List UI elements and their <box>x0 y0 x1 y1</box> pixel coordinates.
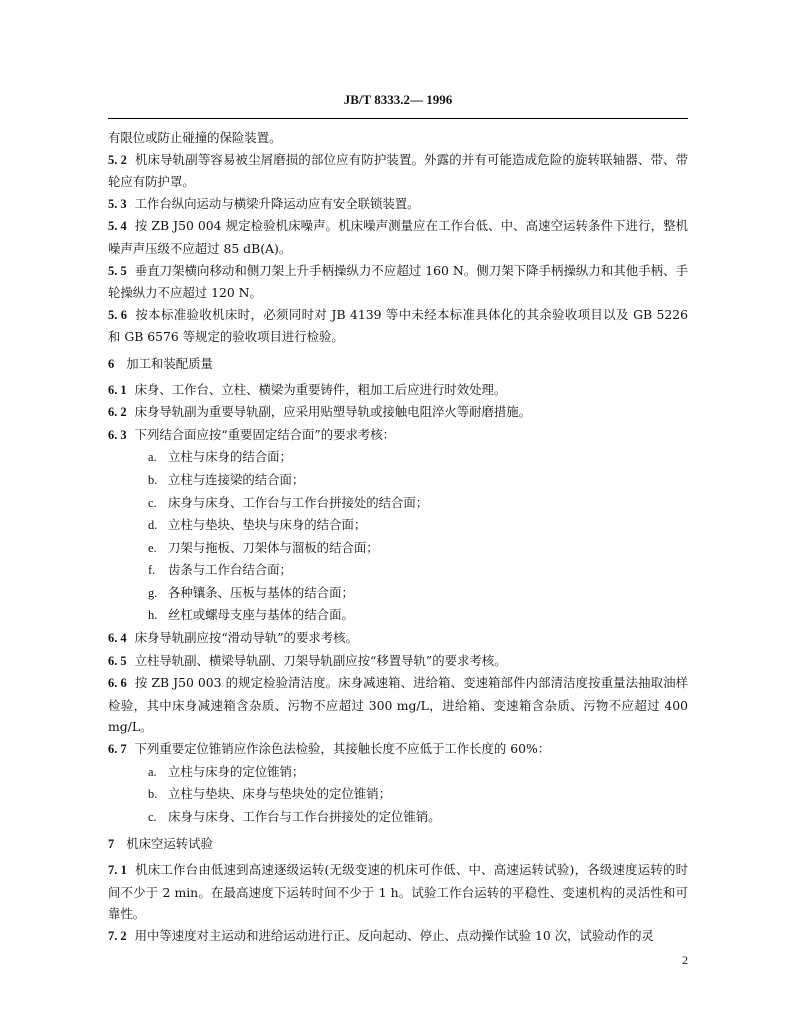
clause-text: 按 ZB J50 004 规定检验机床噪声。机床噪声测量应在工作台低、中、高速空运转条件下进行，整机噪声声压级不应超过 85 dB(A)。 <box>108 218 688 256</box>
clause-paragraph <box>108 260 688 304</box>
clause-paragraph <box>108 401 688 424</box>
clause-text: 用中等速度对主运动和进给运动进行正、反向起动、停止、点动操作试验 10 次，试验动作的灵 <box>134 927 654 943</box>
clause-number: 6. 6 <box>108 676 127 691</box>
clause-text: 丝杠或螺母支座与基体的结合面。 <box>168 607 354 623</box>
clause-paragraph <box>108 149 688 193</box>
clause-paragraph <box>108 424 688 447</box>
clause-number: 5. 4 <box>108 219 127 234</box>
clause-text: 机床工作台由低速到高速逐级运转(无级变速的机床可作低、中、高速运转试验)，各级速度运转的时间不少于 2 min。在最高速度下运转时间不少于 1 h。试验工作台运转的平稳性、变速机构的灵活性和可靠性。 <box>108 862 688 922</box>
clause-text: 床身与床身、工作台与工作台拼接处的结合面； <box>168 494 429 510</box>
list-marker: a. <box>148 764 157 779</box>
list-item <box>108 469 688 492</box>
list-item <box>108 604 688 627</box>
clause-text: 垂直刀架横向移动和侧刀架上升手柄操纵力不应超过 160 N。侧刀架下降手柄操纵力和其他手柄、手轮操纵力不应超过 120 N。 <box>108 262 688 301</box>
clause-paragraph <box>108 672 688 738</box>
list-item <box>108 537 688 560</box>
clause-text: 立柱与床身的定位锥销； <box>168 763 305 779</box>
clause-number: 5. 5 <box>108 263 127 278</box>
clause-number: 6. 3 <box>108 427 127 442</box>
list-marker: f. <box>148 563 156 578</box>
clause-paragraph <box>108 650 688 673</box>
clause-number: 6. 1 <box>108 382 127 397</box>
clause-text: 工作台纵向运动与横梁升降运动应有安全联锁装置。 <box>134 195 420 211</box>
clause-text: 立柱与床身的结合面； <box>168 449 292 465</box>
clause-number: 7 <box>108 837 115 852</box>
clause-text: 有限位或防止碰撞的保险装置。 <box>108 130 282 145</box>
clause-paragraph <box>108 127 688 149</box>
clause-text: 立柱与连接梁的结合面； <box>168 471 305 487</box>
clause-text: 床身与床身、工作台与工作台拼接处的定位锥销。 <box>168 808 441 824</box>
section-heading <box>108 353 688 376</box>
clause-paragraph <box>108 738 688 761</box>
clause-text: 下列重要定位锥销应作涂色法检验，其接触长度不应低于工作长度的 60%： <box>134 741 551 757</box>
clause-number: 6. 4 <box>108 631 127 646</box>
list-marker: g. <box>148 585 158 600</box>
clause-paragraph <box>108 379 688 402</box>
list-marker: h. <box>148 608 158 623</box>
clause-text: 各种镶条、压板与基体的结合面； <box>168 584 354 600</box>
clause-paragraph <box>108 925 688 948</box>
list-item <box>108 492 688 515</box>
clause-text: 立柱导轨副、横梁导轨副、刀架导轨副应按“移置导轨”的要求考核。 <box>134 652 507 668</box>
list-item <box>108 761 688 784</box>
list-marker: a. <box>148 450 157 465</box>
clause-text: 按本标准验收机床时，必须同时对 JB 4139 等中未经本标准具体化的其余验收项目以及 GB 5226 和 GB 6576 等规定的验收项目进行检验。 <box>108 306 688 345</box>
section-heading <box>108 833 688 856</box>
page-number: 2 <box>682 953 688 967</box>
clause-text: 立柱与垫块、垫块与床身的结合面； <box>168 517 367 533</box>
list-item <box>108 806 688 829</box>
clause-number: 6 <box>108 356 115 371</box>
clause-number: 6. 7 <box>108 742 127 757</box>
clause-text: 机床导轨副等容易被尘屑磨损的部位应有防护装置。外露的并有可能造成危险的旋转联轴器、带、带轮应有防护罩。 <box>108 151 689 190</box>
clause-number: 5. 3 <box>108 196 127 211</box>
clause-text: 按 ZB J50 003 的规定检验清洁度。床身减速箱、进给箱、变速箱部件内部清洁度按重量法抽取油样检验，其中床身减速箱含杂质、污物不应超过 300 mg/L，进给箱、变速箱含杂质、污物不应超过 400 mg/L。 <box>108 675 688 735</box>
clause-number: 5. 2 <box>108 152 127 167</box>
list-marker: d. <box>148 518 158 533</box>
list-item <box>108 582 688 605</box>
list-marker: b. <box>148 787 158 802</box>
clause-text: 下列结合面应按“重要固定结合面”的要求考核： <box>134 426 396 442</box>
list-marker: e. <box>148 540 157 555</box>
clause-paragraph <box>108 859 688 925</box>
clause-text: 立柱与垫块、床身与垫块处的定位锥销； <box>168 786 392 802</box>
clause-number: 7. 1 <box>108 863 127 877</box>
clause-text: 床身、工作台、立柱、横梁为重要铸件，粗加工后应进行时效处理。 <box>134 381 507 397</box>
clause-paragraph <box>108 627 688 650</box>
list-item <box>108 783 688 806</box>
clause-paragraph <box>108 304 688 348</box>
list-marker: c. <box>148 809 157 824</box>
clause-text: 床身导轨副为重要导轨副，应采用贴塑导轨或接触电阻淬火等耐磨措施。 <box>134 404 532 420</box>
list-marker: b. <box>148 472 158 487</box>
heading-text: 机床空运转试验 <box>126 836 213 852</box>
clause-number: 6. 5 <box>108 653 127 668</box>
clause-text: 齿条与工作台结合面； <box>168 562 292 578</box>
header-rule <box>108 118 688 119</box>
list-item <box>108 514 688 537</box>
list-marker: c. <box>148 495 157 510</box>
heading-text: 加工和装配质量 <box>126 355 213 371</box>
list-item <box>108 446 688 469</box>
clause-number: 5. 6 <box>108 307 127 322</box>
clause-number: 7. 2 <box>108 928 127 943</box>
clause-text: 刀架与拖板、刀架体与溜板的结合面； <box>168 539 379 555</box>
page-header: JB/T 8333.2— 1996 <box>343 92 453 107</box>
clause-paragraph <box>108 193 688 216</box>
list-item <box>108 559 688 582</box>
clause-paragraph <box>108 215 688 259</box>
clause-number: 6. 2 <box>108 405 127 420</box>
document-body <box>108 127 688 947</box>
clause-text: 床身导轨副应按“滑动导轨”的要求考核。 <box>134 630 358 646</box>
